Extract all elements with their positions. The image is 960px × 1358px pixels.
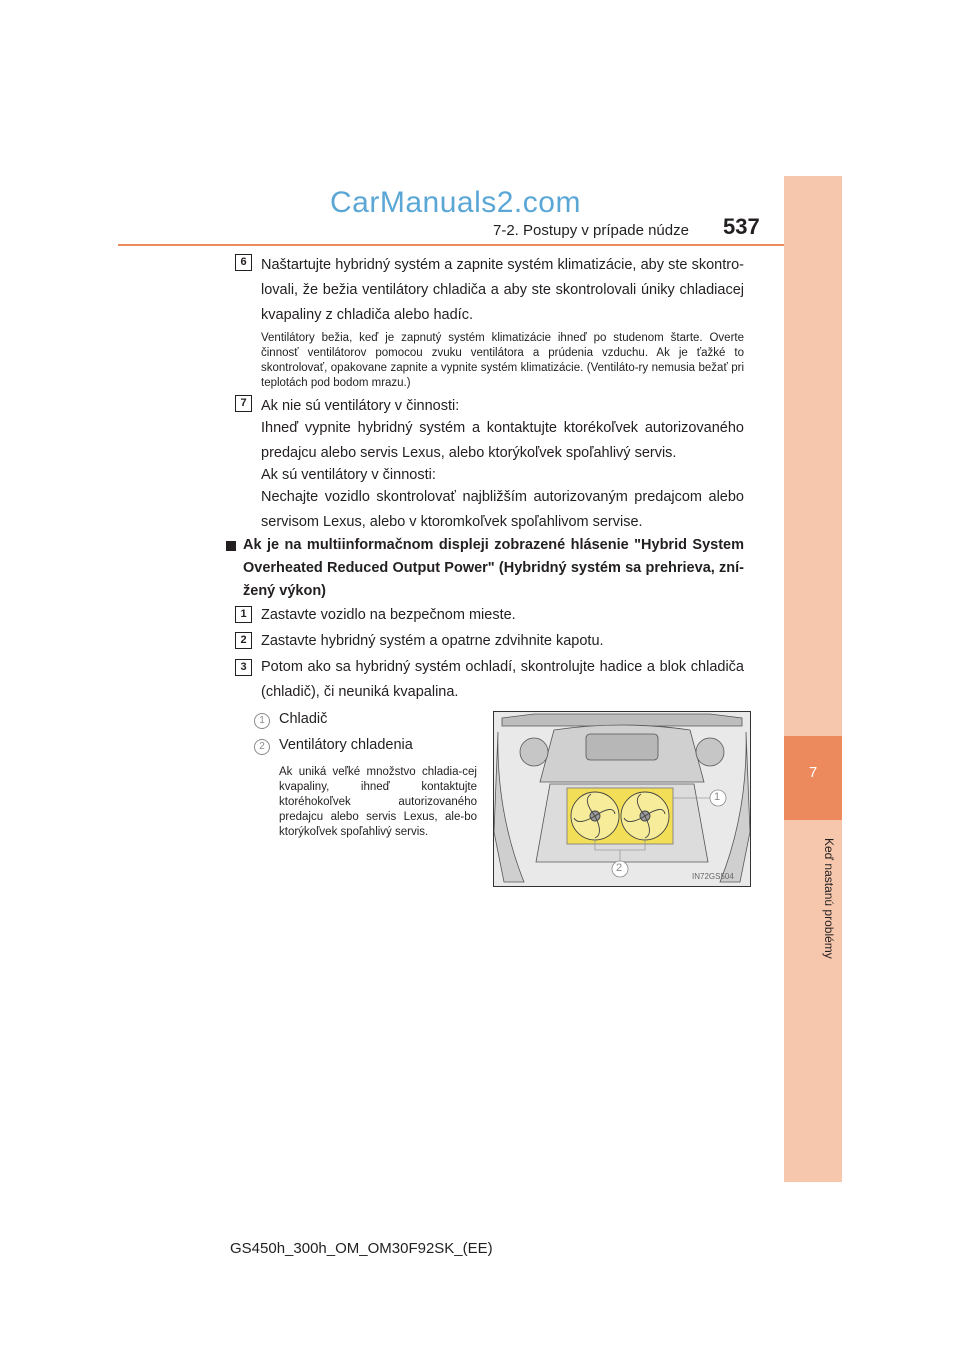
step-note: Ventilátory bežia, keď je zapnutý systém klimatizácie ihneď po studenom štarte. Overte činnosť ventilátorov pomocou zvuku ventilátora a prúdenia vzduchu. Ak je ťažké to skontrolovať, opakovane zapnite a vypnite systém klimatizácie. (Ventiláto-ry nemusia bežať pri teplotách pod bodom mrazu.) (261, 332, 744, 389)
step-badge: 7 (235, 395, 252, 412)
figure-code: IN72GS504 (692, 872, 734, 881)
step-text: Zastavte vozidlo na bezpečnom mieste. (261, 607, 516, 623)
chapter-number: 7 (808, 764, 818, 781)
chapter-tab-bar (784, 176, 842, 1182)
section-title: 7-2. Postupy v prípade núdze (493, 222, 689, 239)
chapter-title: Keď nastanú problémy (822, 838, 836, 959)
step-badge: 1 (235, 606, 252, 623)
engine-bay-drawing (494, 712, 750, 886)
step-text: Nechajte vozidlo skontrolovať najbližším autorizovaným predajcom alebo servisom Lexus, alebo v ktoromkoľvek spoľahlivom servise. (261, 489, 744, 530)
legend-label: Chladič (279, 711, 328, 727)
callout-number: 1 (254, 713, 270, 729)
section-bullet (226, 541, 236, 551)
legend-note: Ak uniká veľké množstvo chladia-cej kvapaliny, ihneď kontaktujte ktoréhokoľvek autorizovaného predajcu alebo servis Lexus, ale-bo ktorýkoľvek spoľahlivý servis. (279, 766, 477, 838)
step-text: Naštartujte hybridný systém a zapnite systém klimatizácie, aby ste skontro-lovali, že bežia ventilátory chladiča a aby ste skontrolovali úniky chladiacej kvapaliny z chladiča alebo hadíc. (261, 257, 744, 323)
step-text: Ak nie sú ventilátory v činnosti: (261, 398, 460, 414)
header-divider (118, 244, 784, 246)
figure-callout-2: 2 (616, 862, 623, 874)
step-text: Potom ako sa hybridný systém ochladí, skontrolujte hadice a blok chladiča (chladič), či neuniká kvapalina. (261, 659, 744, 700)
callout-number: 2 (254, 739, 270, 755)
step-text: Ihneď vypnite hybridný systém a kontaktujte ktorékoľvek autorizovaného predajcu alebo servis Lexus, alebo ktorýkoľvek spoľahlivý servis. (261, 420, 744, 461)
document-code: GS450h_300h_OM_OM30F92SK_(EE) (230, 1240, 493, 1257)
step-text: Zastavte hybridný systém a opatrne zdvihnite kapotu. (261, 633, 604, 649)
watermark-logo[interactable]: CarManuals2.com (330, 186, 581, 219)
page-number: 537 (723, 214, 760, 239)
step-badge: 6 (235, 254, 252, 271)
figure-callout-1: 1 (714, 791, 721, 803)
section-heading: Ak je na multiinformačnom displeji zobrazené hlásenie "Hybrid System Overheated Reduced Output Power" (Hybridný systém sa prehrieva, zní-žený výkon) (243, 537, 744, 599)
step-badge: 3 (235, 659, 252, 676)
step-text: Ak sú ventilátory v činnosti: (261, 467, 436, 483)
engine-bay-illustration (493, 711, 751, 887)
legend-label: Ventilátory chladenia (279, 737, 413, 753)
step-badge: 2 (235, 632, 252, 649)
